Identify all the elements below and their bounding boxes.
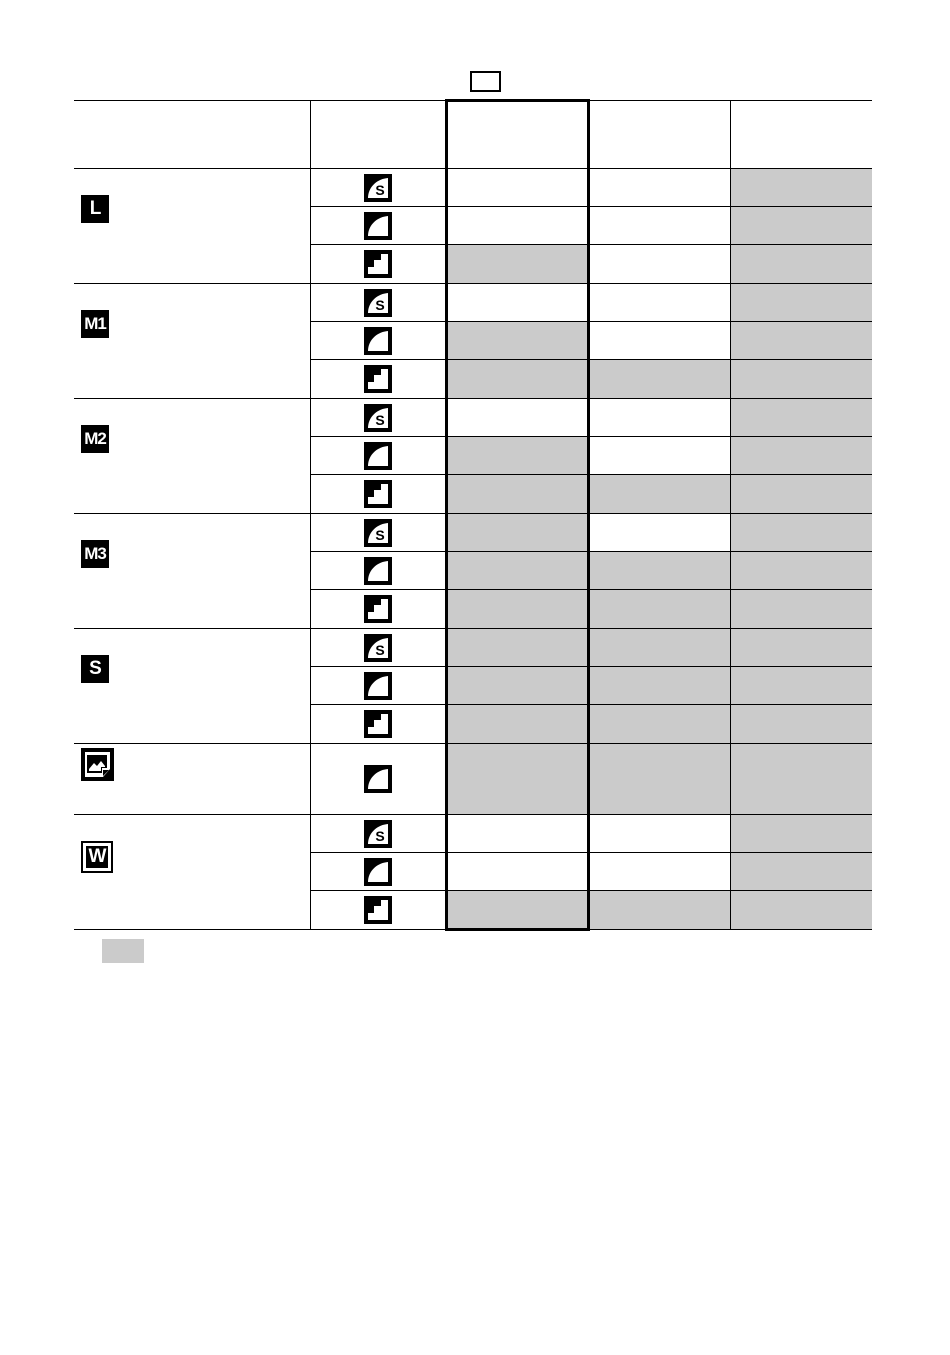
size-m2-icon: M2	[81, 425, 109, 453]
fine-icon	[364, 557, 392, 585]
row-rule	[310, 589, 872, 590]
normal-icon	[364, 710, 392, 738]
shaded-cell	[589, 552, 730, 589]
fine-icon	[364, 442, 392, 470]
shaded-cell	[589, 629, 730, 666]
row-rule	[310, 666, 872, 667]
superfine-icon	[364, 519, 392, 547]
shaded-cell	[589, 891, 730, 929]
svg-text:S: S	[375, 296, 385, 313]
shaded-cell	[731, 590, 872, 628]
shaded-cell	[731, 207, 872, 244]
normal-icon	[364, 480, 392, 508]
superfine-icon	[364, 634, 392, 662]
shaded-cell	[731, 629, 872, 666]
shaded-cell	[731, 322, 872, 359]
superfine-icon	[364, 404, 392, 432]
row-rule	[310, 704, 872, 705]
normal-icon	[364, 896, 392, 924]
shaded-cell	[731, 667, 872, 704]
fine-icon	[364, 858, 392, 886]
normal-icon	[364, 250, 392, 278]
size-w-icon	[81, 841, 113, 873]
shaded-cell	[589, 705, 730, 743]
size-m1-icon: M1	[81, 310, 109, 338]
row-rule	[310, 321, 872, 322]
svg-text:S: S	[375, 641, 385, 658]
row-rule	[310, 359, 872, 360]
postcard-icon	[81, 748, 114, 781]
shaded-cell	[731, 169, 872, 206]
row-rule	[310, 852, 872, 853]
shaded-cell	[731, 744, 872, 814]
size-l-icon: L	[81, 195, 109, 223]
superfine-icon	[364, 174, 392, 202]
shaded-cell	[731, 705, 872, 743]
frame-outline-icon	[470, 71, 501, 92]
shaded-cell	[589, 667, 730, 704]
row-rule	[310, 890, 872, 891]
normal-icon	[364, 365, 392, 393]
shaded-cell	[731, 891, 872, 929]
column-rule	[730, 100, 731, 930]
fine-icon	[364, 327, 392, 355]
row-rule	[310, 551, 872, 552]
normal-icon	[364, 595, 392, 623]
shaded-cell	[589, 744, 730, 814]
shaded-cell	[589, 590, 730, 628]
shaded-cell	[731, 475, 872, 513]
svg-text:S: S	[375, 411, 385, 428]
shaded-swatch-icon	[102, 939, 144, 963]
svg-text:S: S	[375, 181, 385, 198]
shaded-cell	[731, 815, 872, 852]
column-rule	[310, 100, 311, 930]
shaded-cell	[589, 360, 730, 398]
svg-text:S: S	[375, 827, 385, 844]
shaded-cell	[731, 853, 872, 890]
size-m3-icon: M3	[81, 540, 109, 568]
shaded-cell	[731, 437, 872, 474]
fine-icon	[364, 212, 392, 240]
shaded-cell	[731, 245, 872, 283]
row-rule	[310, 474, 872, 475]
row-rule	[310, 244, 872, 245]
row-rule	[310, 436, 872, 437]
shaded-cell	[589, 475, 730, 513]
shaded-cell	[731, 399, 872, 436]
superfine-icon	[364, 289, 392, 317]
shaded-cell	[731, 360, 872, 398]
shaded-cell	[731, 284, 872, 321]
row-rule	[310, 206, 872, 207]
highlighted-column-frame	[445, 99, 590, 931]
shaded-cell	[731, 514, 872, 551]
fine-icon	[364, 765, 392, 793]
shaded-cell	[731, 552, 872, 589]
superfine-icon	[364, 820, 392, 848]
svg-text:S: S	[375, 526, 385, 543]
fine-icon	[364, 672, 392, 700]
size-w-label: W	[86, 846, 108, 868]
size-s-icon: S	[81, 655, 109, 683]
